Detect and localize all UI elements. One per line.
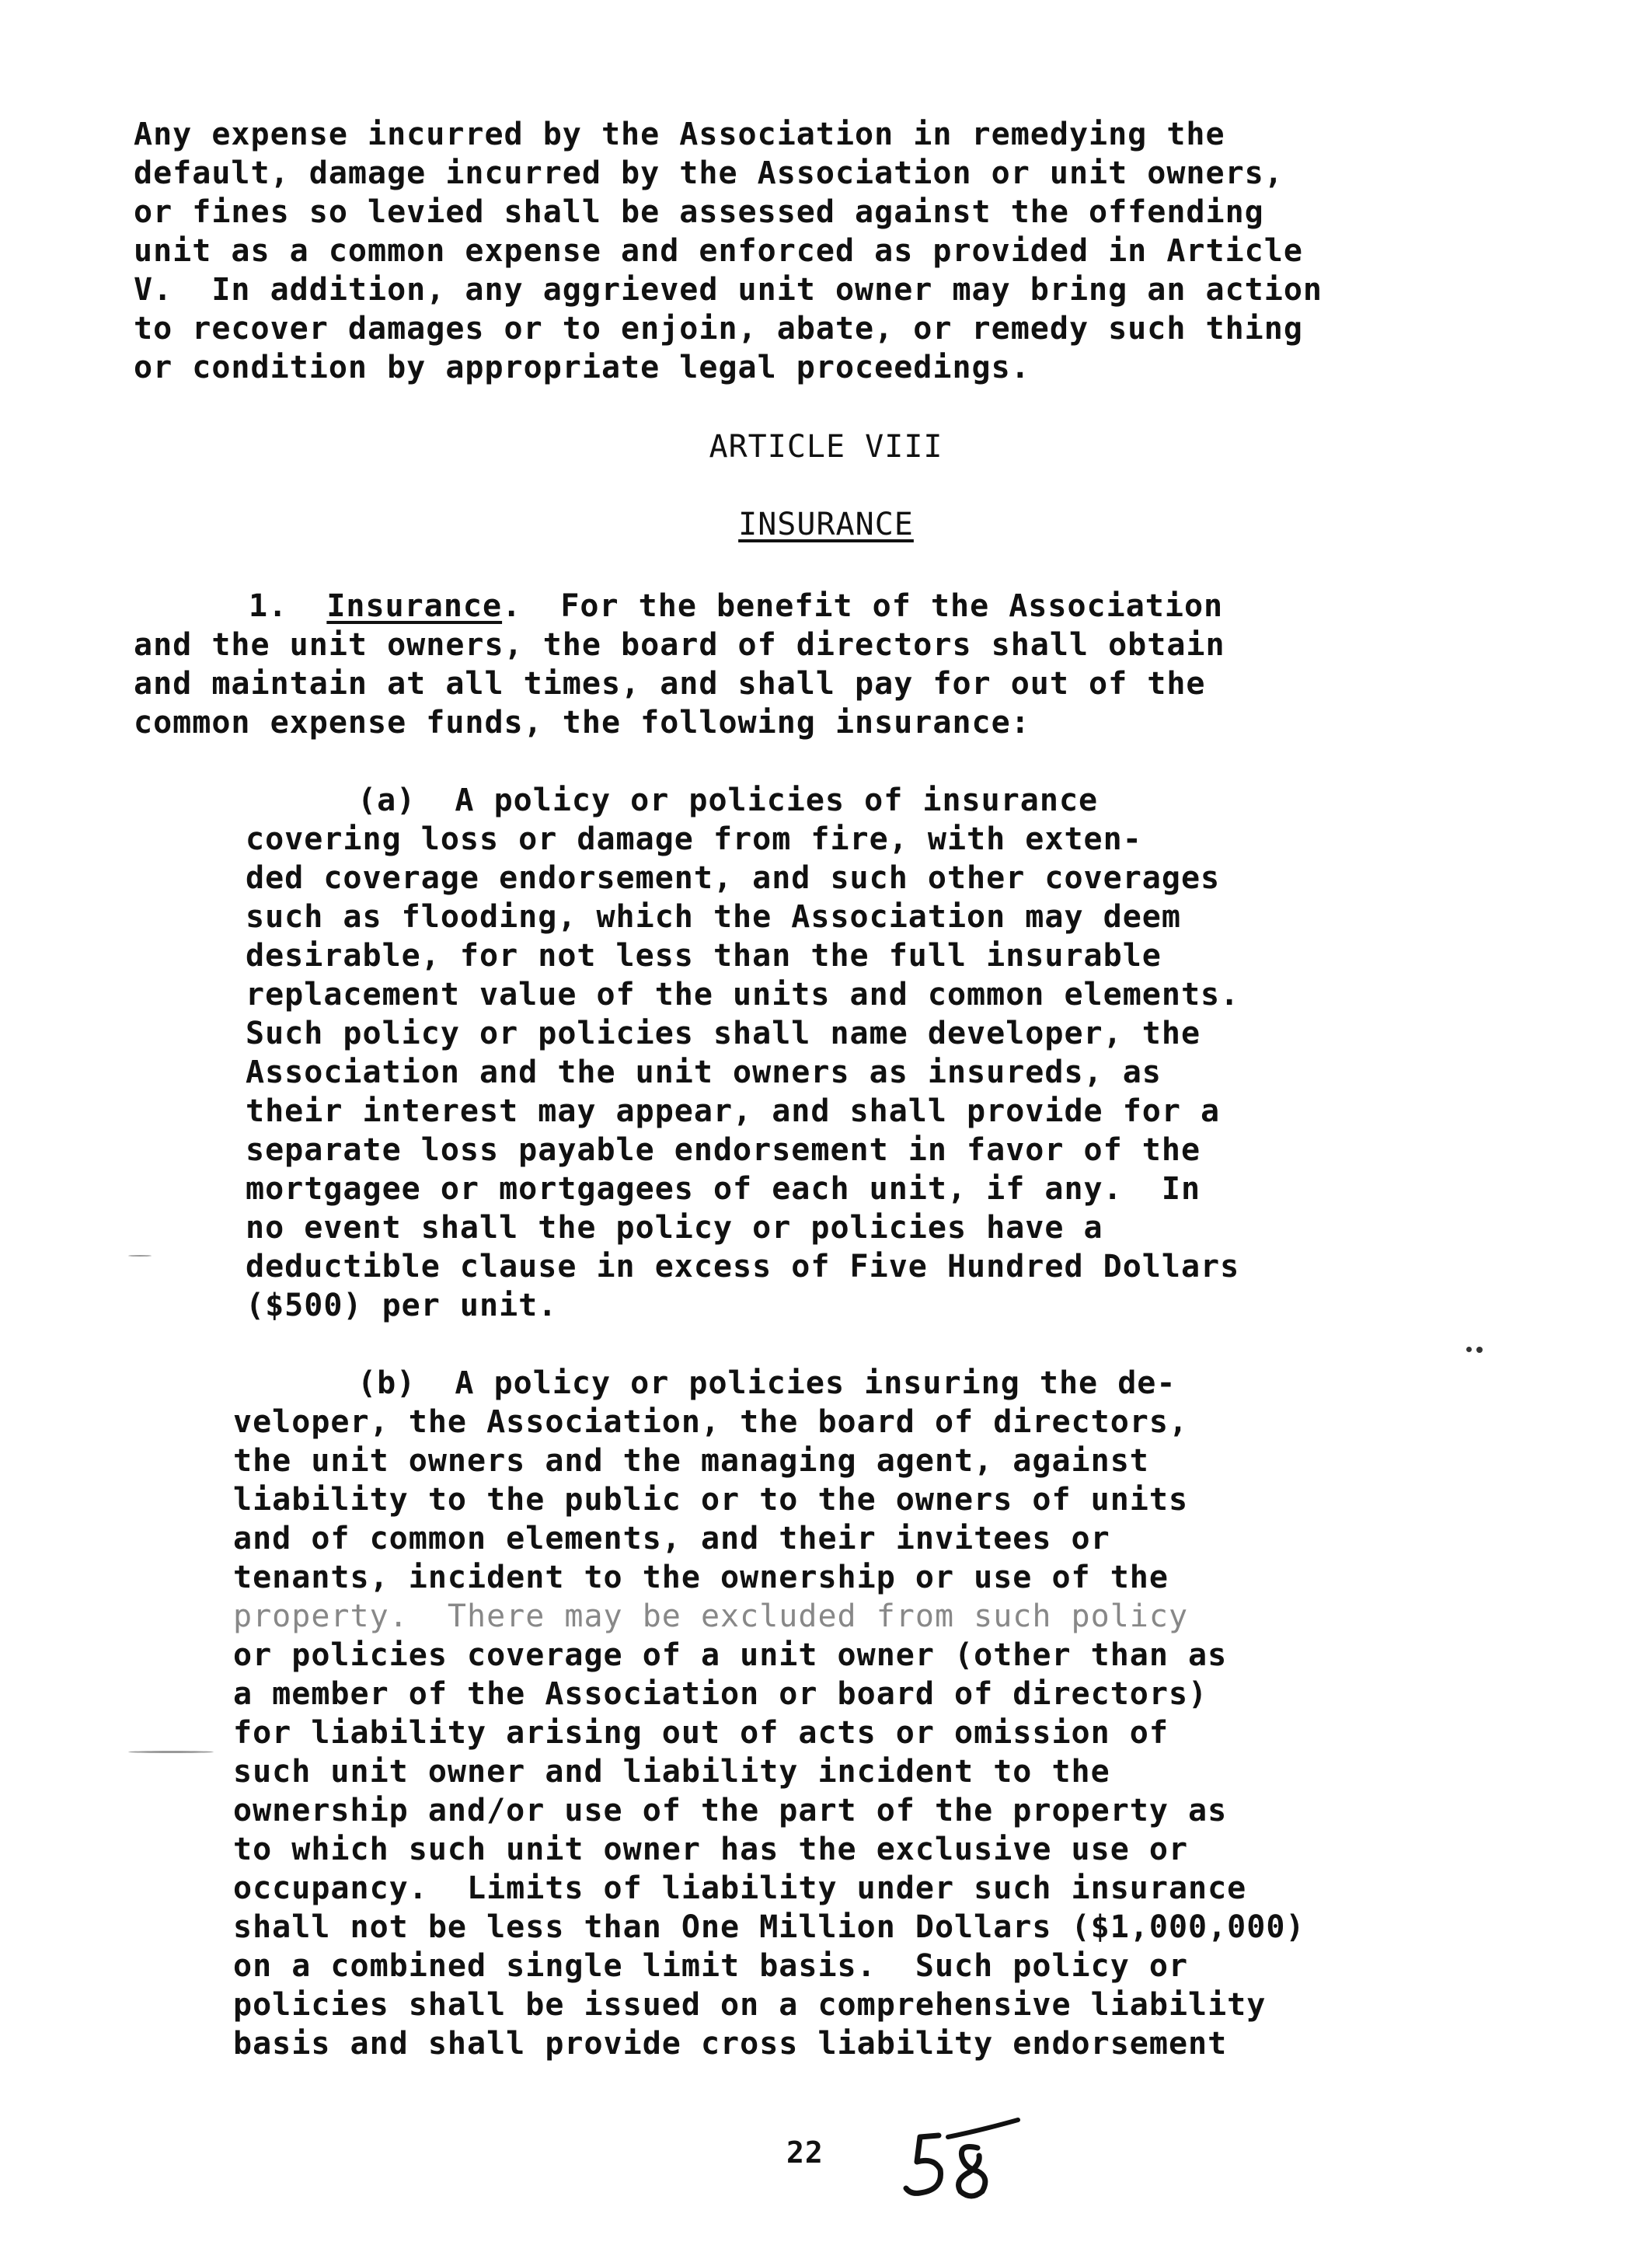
item-b-line: occupancy. Limits of liability under such insurance xyxy=(233,1870,1247,1906)
item-a-line: Such policy or policies shall name developer, the xyxy=(246,1016,1201,1051)
item-b-line: tenants, incident to the ownership or use of the xyxy=(233,1560,1169,1595)
item-b-line: a member of the Association or board of directors) xyxy=(233,1676,1208,1712)
item-a-line: replacement value of the units and common elements. xyxy=(246,977,1240,1013)
item-a-line: deductible clause in excess of Five Hundred Dollars xyxy=(246,1249,1240,1285)
item-b-line: for liability arising out of acts or omission of xyxy=(233,1715,1169,1751)
scan-speck xyxy=(128,1255,152,1257)
intro-line: Any expense incurred by the Association in remedying the xyxy=(134,117,1225,152)
page-number: 22 xyxy=(786,2135,824,2170)
para1-line: and maintain at all times, and shall pay for out of the xyxy=(134,666,1206,702)
para1-number: 1. xyxy=(249,588,288,624)
item-a-line: no event shall the policy or policies have a xyxy=(246,1210,1103,1246)
item-b-line: basis and shall provide cross liability endorsement xyxy=(233,2026,1228,2062)
item-b-line: ownership and/or use of the part of the property as xyxy=(233,1793,1228,1828)
section-title-text: INSURANCE xyxy=(738,507,914,542)
item-a-line: Association and the unit owners as insureds, as xyxy=(246,1055,1162,1090)
intro-line: or fines so levied shall be assessed against the offending xyxy=(134,194,1264,230)
intro-line: unit as a common expense and enforced as provided in Article xyxy=(134,233,1303,269)
scan-speck xyxy=(1476,1347,1483,1353)
intro-line: V. In addition, any aggrieved unit owner may bring an action xyxy=(134,272,1323,308)
item-b-line: the unit owners and the managing agent, against xyxy=(233,1443,1149,1479)
section-title xyxy=(0,505,1652,544)
para1-first-line xyxy=(249,587,1223,626)
item-a-line: ($500) per unit. xyxy=(246,1288,558,1323)
intro-line: default, damage incurred by the Association or unit owners, xyxy=(134,155,1284,191)
item-a-line: (a) A policy or policies of insurance xyxy=(357,783,1099,818)
item-b-line: such unit owner and liability incident to the xyxy=(233,1754,1110,1790)
item-a-line: their interest may appear, and shall provide for a xyxy=(246,1093,1221,1129)
item-b-line: veloper, the Association, the board of directors, xyxy=(233,1404,1189,1440)
item-a-line: mortgagee or mortgagees of each unit, if any. In xyxy=(246,1171,1201,1207)
item-b-line-faded: property. There may be excluded from such policy xyxy=(233,1598,1189,1634)
item-a-line: such as flooding, which the Association may deem xyxy=(246,899,1181,935)
item-a-line: desirable, for not less than the full insurable xyxy=(246,938,1162,974)
item-b-line: or policies coverage of a unit owner (other than as xyxy=(233,1637,1228,1673)
scan-speck xyxy=(1466,1347,1472,1352)
intro-line: to recover damages or to enjoin, abate, or remedy such thing xyxy=(134,311,1303,347)
para1-first-rest: . For the benefit of the Association xyxy=(502,588,1224,624)
item-b-line: shall not be less than One Million Dollars ($1,000,000) xyxy=(233,1909,1305,1945)
item-b-line: liability to the public or to the owners of units xyxy=(233,1482,1189,1518)
item-a-line: separate loss payable endorsement in favor of the xyxy=(246,1132,1201,1168)
intro-line: or condition by appropriate legal proceedings. xyxy=(134,350,1030,385)
item-b-line: on a combined single limit basis. Such policy or xyxy=(233,1948,1189,1984)
item-a-line: covering loss or damage from fire, with exten- xyxy=(246,821,1142,857)
item-a-line: ded coverage endorsement, and such other coverages xyxy=(246,860,1221,896)
handwritten-number-mark xyxy=(894,2114,1033,2207)
para1-label: Insurance xyxy=(326,588,503,624)
item-b-line: (b) A policy or policies insuring the de- xyxy=(357,1365,1176,1401)
scan-speck xyxy=(128,1751,214,1753)
para1-line: and the unit owners, the board of directors shall obtain xyxy=(134,627,1225,663)
item-b-line: and of common elements, and their invitees or xyxy=(233,1521,1110,1557)
item-b-line: policies shall be issued on a comprehensive liability xyxy=(233,1987,1267,2023)
article-heading: ARTICLE VIII xyxy=(709,429,943,465)
item-b-line: to which such unit owner has the exclusive use or xyxy=(233,1832,1189,1867)
para1-line: common expense funds, the following insurance: xyxy=(134,705,1030,741)
